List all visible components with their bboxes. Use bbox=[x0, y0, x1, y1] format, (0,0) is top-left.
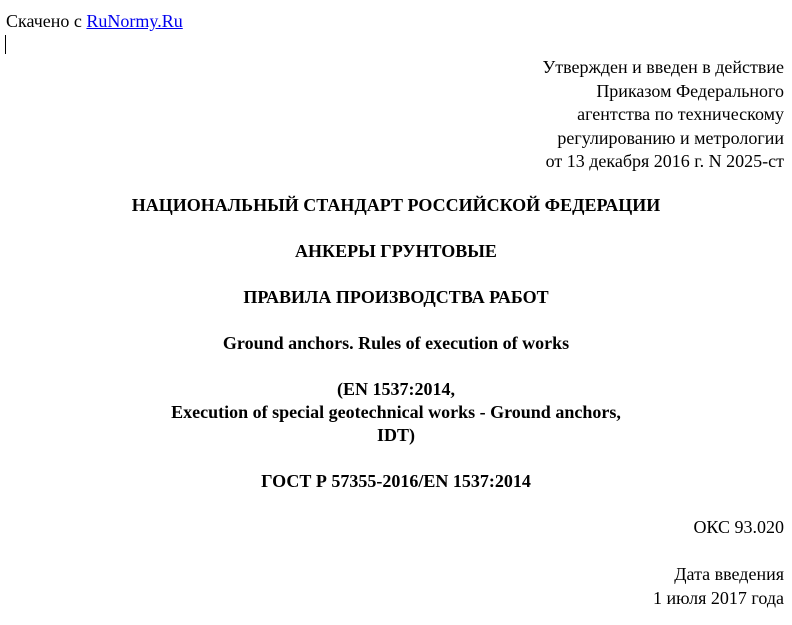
gost-code: ГОСТ Р 57355-2016/EN 1537:2014 bbox=[261, 471, 531, 491]
introduction-date-block bbox=[653, 563, 784, 610]
rules-title: ПРАВИЛА ПРОИЗВОДСТВА РАБОТ bbox=[243, 287, 549, 307]
reference-line: (EN 1537:2014, bbox=[337, 379, 455, 399]
approval-line: от 13 декабря 2016 г. N 2025-ст bbox=[545, 151, 784, 171]
approval-block bbox=[542, 56, 784, 174]
standard-title: НАЦИОНАЛЬНЫЙ СТАНДАРТ РОССИЙСКОЙ ФЕДЕРАЦИИ bbox=[131, 195, 661, 215]
source-prefix: Скачено с bbox=[6, 11, 87, 31]
reference-line: Execution of special geotechnical works - Ground anchors, bbox=[171, 402, 621, 422]
text-cursor bbox=[5, 35, 6, 54]
reference-block bbox=[0, 378, 792, 447]
subject-title: АНКЕРЫ ГРУНТОВЫЕ bbox=[295, 241, 497, 261]
introduction-date: 1 июля 2017 года bbox=[653, 587, 784, 608]
reference-line: IDT) bbox=[376, 425, 415, 445]
approval-line: Приказом Федерального bbox=[596, 80, 784, 101]
oks-code: ОКС 93.020 bbox=[693, 517, 784, 537]
approval-line: регулированию и метрологии bbox=[557, 127, 784, 148]
approval-line: агентства по техническому bbox=[577, 104, 784, 124]
introduction-label: Дата введения bbox=[674, 564, 784, 584]
approval-line: Утвержден и введен в действие bbox=[542, 57, 784, 77]
source-link[interactable]: RuNormy.Ru bbox=[86, 11, 183, 31]
source-line bbox=[6, 10, 183, 32]
english-title: Ground anchors. Rules of execution of works bbox=[222, 333, 570, 353]
